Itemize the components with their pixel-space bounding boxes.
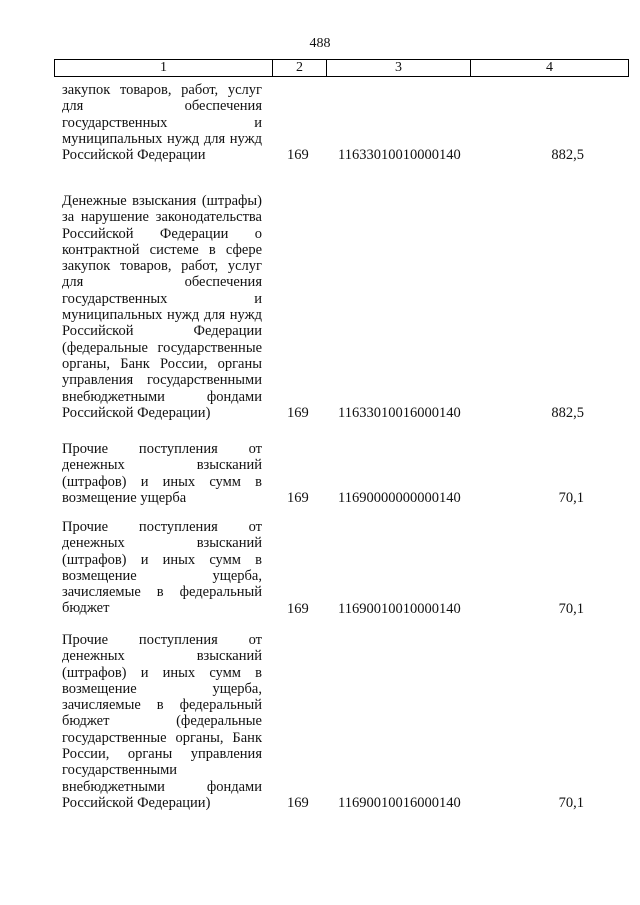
description-line: за нарушение законодательства (62, 209, 262, 226)
row-description (62, 632, 262, 811)
description-line: органы, Банк России, органы (62, 355, 262, 372)
admin-code: 169 (287, 489, 309, 506)
amount-value: 70,1 (558, 600, 584, 617)
admin-code: 169 (287, 600, 309, 617)
description-line: возмещение ущерба (62, 489, 187, 506)
admin-code: 169 (287, 795, 309, 811)
description-line: Прочие поступления от (62, 519, 262, 535)
description-line: Прочие поступления от (62, 632, 262, 648)
description-line: государственными (62, 762, 178, 779)
description-line: закупок товаров, работ, услуг (62, 82, 262, 98)
description-line: внебюджетными фондами (62, 778, 262, 795)
description-line: зачисляемые в федеральный (62, 697, 262, 714)
description-line: России, органы управления (62, 746, 262, 763)
description-line: государственные органы, Банк (62, 729, 262, 746)
amount-value: 882,5 (551, 404, 584, 421)
description-line: государственных и (62, 114, 262, 131)
row-description (62, 193, 262, 421)
description-line: Российской Федерации) (62, 404, 211, 421)
amount-value: 70,1 (558, 489, 584, 506)
description-line: Российской Федерации) (62, 794, 211, 811)
description-line: денежных взысканий (62, 457, 262, 474)
description-line: возмещение ущерба, (62, 680, 262, 697)
description-line: бюджет (62, 600, 110, 617)
description-line: контрактной системе в сфере (62, 241, 262, 258)
description-line: денежных взысканий (62, 648, 262, 665)
description-line: внебюджетными фондами (62, 388, 262, 405)
description-line: денежных взысканий (62, 535, 262, 552)
amount-value: 882,5 (551, 147, 584, 164)
header-col-2: 2 (273, 60, 327, 76)
budget-code: 11633010016000140 (338, 404, 461, 421)
header-col-4: 4 (546, 60, 553, 75)
description-line: управления государственными (62, 372, 262, 389)
amount-value: 70,1 (558, 795, 584, 811)
description-line: муниципальных нужд для нужд (62, 130, 262, 147)
budget-code: 11690010010000140 (338, 600, 461, 617)
header-col-1: 1 (55, 60, 273, 76)
budget-code: 11633010010000140 (338, 147, 461, 164)
description-line: государственных и (62, 290, 262, 307)
budget-code: 11690010016000140 (338, 795, 461, 811)
page-number: 488 (309, 36, 331, 51)
description-line: Прочие поступления от (62, 441, 262, 457)
description-line: для обеспечения (62, 274, 262, 291)
description-line: (федеральные государственные (62, 339, 262, 356)
description-line: Денежные взыскания (штрафы) (62, 193, 262, 209)
admin-code: 169 (287, 147, 309, 164)
description-line: для обеспечения (62, 98, 262, 115)
description-line: возмещение ущерба, (62, 567, 262, 584)
description-line: закупок товаров, работ, услуг (62, 258, 262, 275)
row-description (62, 441, 262, 506)
row-description (62, 519, 262, 617)
description-line: Российской Федерации о (62, 225, 262, 242)
description-line: (штрафов) и иных сумм в (62, 664, 262, 681)
table-header (54, 59, 629, 77)
row-description (62, 82, 262, 163)
description-line: Российской Федерации (62, 147, 206, 164)
header-col-3: 3 (327, 60, 471, 76)
description-line: Российской Федерации (62, 323, 262, 340)
description-line: (штрафов) и иных сумм в (62, 551, 262, 568)
description-line: бюджет (федеральные (62, 713, 262, 730)
description-line: зачисляемые в федеральный (62, 584, 262, 601)
description-line: (штрафов) и иных сумм в (62, 473, 262, 490)
budget-code: 11690000000000140 (338, 489, 461, 506)
admin-code: 169 (287, 404, 309, 421)
description-line: муниципальных нужд для нужд (62, 307, 262, 324)
